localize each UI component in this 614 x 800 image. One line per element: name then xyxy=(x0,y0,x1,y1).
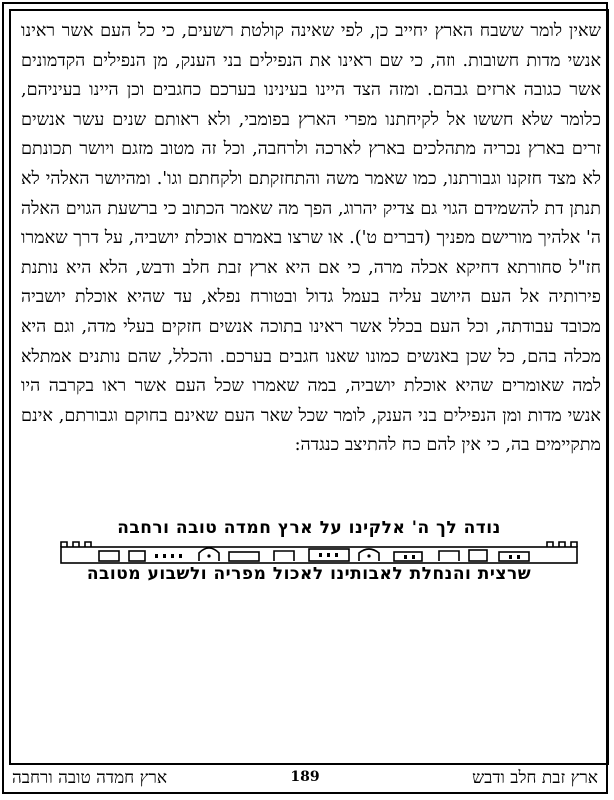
page-footer xyxy=(2,764,608,794)
blessing-line-1: נודה לך ה' אלקינו על ארץ חמדה טובה ורחבה xyxy=(117,518,501,538)
page-frame xyxy=(2,2,608,794)
jerusalem-wall-icon xyxy=(59,539,579,565)
footer-right-title: ארץ זבת חלב ודבש xyxy=(472,768,598,788)
blessing-line-2: שרצית והנחלת לאבותינו לאכול מפריה ולשבוע מטובה xyxy=(86,564,532,584)
footer-left-title: ארץ חמדה טובה ורחבה xyxy=(12,768,168,788)
text-frame xyxy=(9,9,609,765)
body-paragraph: שאין לומר ששבח הארץ יחייב כן, לפי שאינה קולטת רשעים, כי כל העם אשר ראינו אנשי מדות חשובות. וזה, כי שם ראינו את הנפילים בני הענק, מן הנפילים הקדמונים אשר כגובה ארזים גבהם. ומזה הצד היינו בעינינו בערכם כחגבים וכן היינו בעיניהם, כלומר שלא חששו אל לקיחתנו מפרי הארץ בפומבי, ולא ראותם שנים עשר אנשים זרים בארץ נכריה מתהלכים בארץ לארכה ולרחבה, וכל זה מטוב מזגם ויושר תכונתם לא מצד חזקנו וגבורתנו, כמו שאמר משה והתחזקתם ולקחתם וגו'. ומהיושר האלהי לא תנתן דת להשמידם הגוי גם צדיק יהרוג, הפך מה שאמר הכתוב כי ברשעת הגוים האלה ה' אלהיך מורישם מפניך (דברים ט'). או שרצו באמרם אוכלת יושביה, על דרך שאמרו חז"ל סחורתא דחיקא אכלה מרה, כי אם היא ארץ זבת חלב ודבש, הלא היא נותנת פירותיה אל העם היושב עליה בעמל גדול ובטורח נפלא, עד שהיא אוכלת יושביה מכובד עבודתה, וכל העם בכלל אשר ראינו בתוכה אנשים חזקים בעלי מדה, וגם היא מכלה בהם, כל שכן באנשים כמונו שאנו חגבים בערכם. והכלל, שהם נותנים אמתלא למה שאומרים שהיא אוכלת יושביה, במה שאמרו שכל העם אשר ראו בקרבה היו אנשי מדות ומן הנפילים בני הענק, לומר שכל שאר העם שאינם בחוקם וגבורתם, אינם מתקיימים בה, כי אין להם כח להתיצב כנגדה: xyxy=(21,21,601,456)
page-number: 189 xyxy=(290,769,320,785)
